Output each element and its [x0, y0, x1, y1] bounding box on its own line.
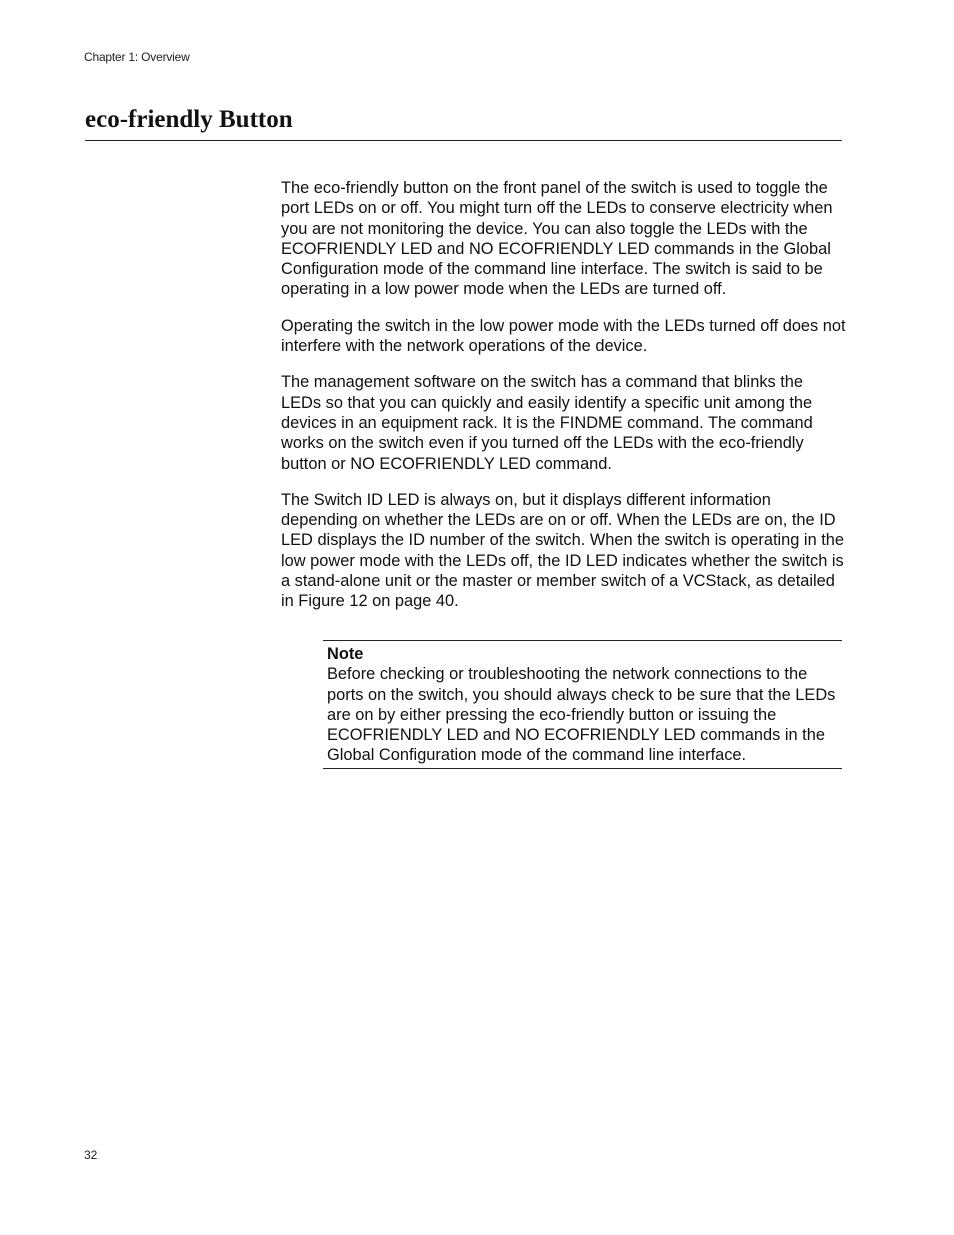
body-paragraph-4: The Switch ID LED is always on, but it displays different information depending on whether the LEDs are on or off. When the LEDs are on, the ID LED displays the ID number of the switch. When the switch is operating in the low power mode with the LEDs off, the ID LED indicates whether the switch is a stand-alone unit or the master or member switch of a VCStack, as detailed in Figure 12 on page 40.: [281, 490, 845, 611]
note-heading: Note: [327, 645, 364, 663]
page-number: 32: [84, 1148, 98, 1162]
note-text: Before checking or troubleshooting the network connections to the ports on the switch, you should always check to be sure that the LEDs are on by either pressing the eco-friendly button or issuing the ECOFRIENDLY LED and NO ECOFRIENDLY LED commands in the Global Configuration mode of the command line interface.: [327, 665, 836, 765]
body-paragraph-3: The management software on the switch has a command that blinks the LEDs so that you can quickly and easily identify a specific unit among the devices in an equipment rack. It is the FINDME command. The command works on the switch even if you turned off the LEDs with the eco-friendly button or NO ECOFRIENDLY LED command.: [281, 373, 813, 473]
body-paragraph-1: The eco-friendly button on the front panel of the switch is used to toggle the port LEDs on or off. You might turn off the LEDs to conserve electricity when you are not monitoring the device. You can also toggle the LEDs with the ECOFRIENDLY LED and NO ECOFRIENDLY LED commands in the Global Configuration mode of the command line interface. The switch is said to be operating in a low power mode when the LEDs are turned off.: [281, 179, 833, 299]
body-column: [281, 178, 846, 628]
running-header: Chapter 1: Overview: [84, 50, 190, 64]
section-title: eco-friendly Button: [85, 106, 293, 133]
title-rule: [85, 140, 842, 141]
body-paragraph-2: Operating the switch in the low power mode with the LEDs turned off does not interfere with the network operations of the device.: [281, 316, 846, 356]
note-box: [323, 640, 842, 769]
